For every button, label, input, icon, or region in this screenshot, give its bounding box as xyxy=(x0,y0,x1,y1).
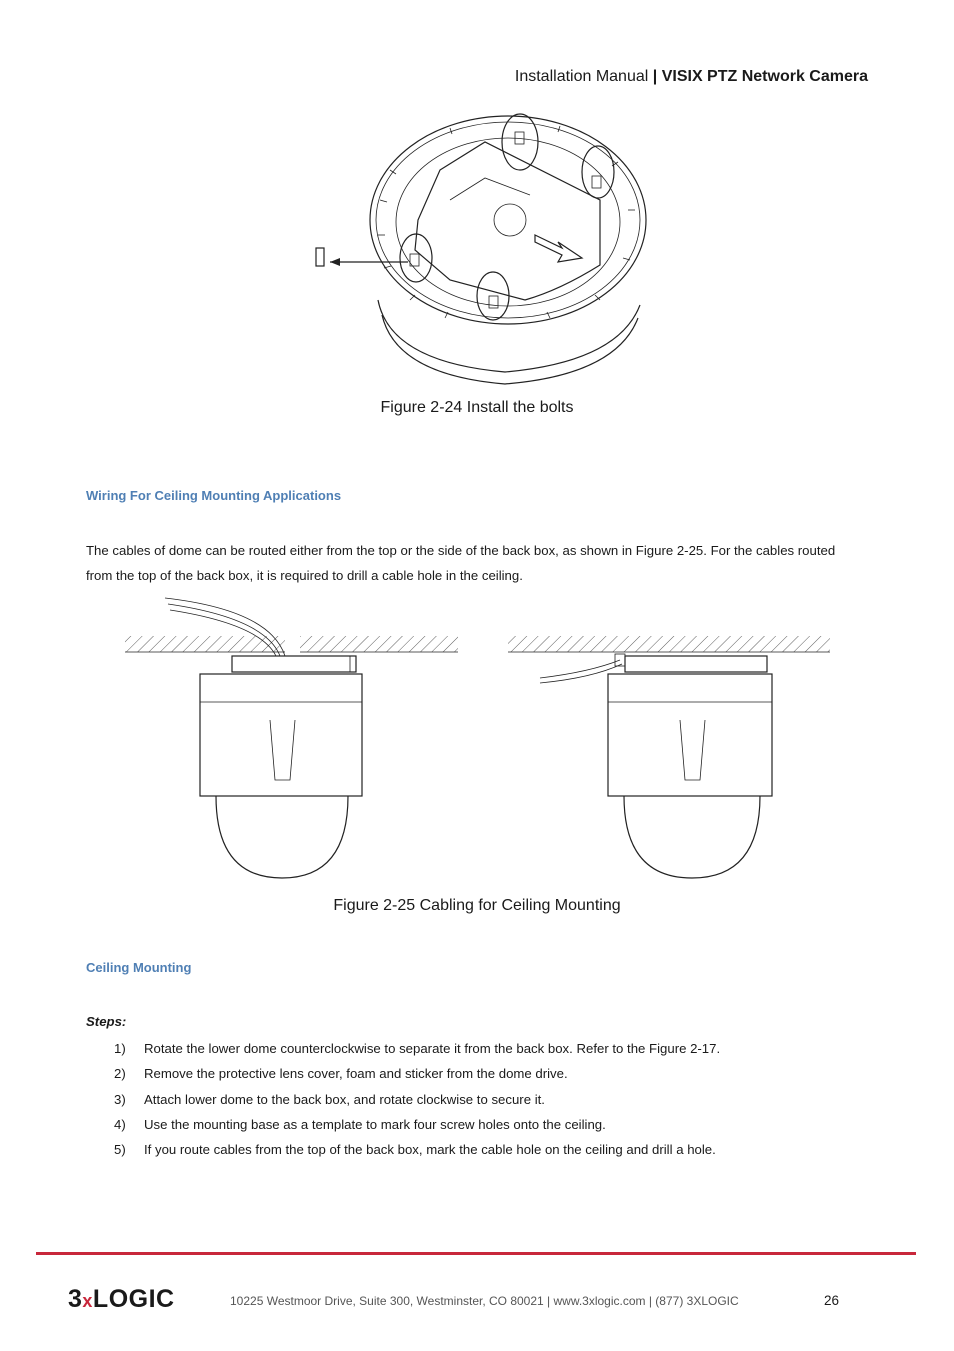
step-number: 4) xyxy=(114,1116,126,1132)
figure-2-24-caption: Figure 2-24 Install the bolts xyxy=(380,399,574,416)
step-number: 2) xyxy=(114,1066,126,1082)
section-title-ceiling-mounting: Ceiling Mounting xyxy=(86,960,192,975)
step-text: Use the mounting base as a template to mark four screw holes onto the ceiling. xyxy=(144,1116,606,1132)
steps-label: Steps: xyxy=(86,1014,127,1029)
step-text: Remove the protective lens cover, foam and sticker from the dome drive. xyxy=(144,1066,568,1082)
list-item xyxy=(114,1061,874,1086)
list-item xyxy=(114,1036,874,1061)
steps-list xyxy=(114,1036,874,1162)
page-header xyxy=(0,68,868,86)
page-number: 26 xyxy=(824,1293,840,1308)
step-number: 1) xyxy=(114,1041,126,1056)
step-number: 3) xyxy=(114,1091,126,1107)
figure-2-24-drawing xyxy=(300,100,660,390)
figure-2-25-drawing xyxy=(120,590,840,880)
step-text: Attach lower dome to the back box, and rotate clockwise to secure it. xyxy=(144,1091,545,1107)
list-item xyxy=(114,1112,874,1137)
header-separator: | xyxy=(652,68,658,85)
header-manual-label: Installation Manual xyxy=(514,68,649,85)
section-title-wiring: Wiring For Ceiling Mounting Applications xyxy=(86,488,342,503)
list-item xyxy=(114,1137,874,1162)
wiring-paragraph: The cables of dome can be routed either from the top or the side of the back box, as shown in Figure 2-25. For the cables routed from the top of the back box, it is required to drill a cable hole in the ceiling. xyxy=(86,543,836,583)
footer-address: 10225 Westmoor Drive, Suite 300, Westminster, CO 80021 | www.3xlogic.com | (877) 3XLOGIC xyxy=(230,1294,739,1308)
step-text: Rotate the lower dome counterclockwise to separate it from the back box. Refer to the Figure 2-17. xyxy=(144,1041,721,1056)
figure-2-25-caption: Figure 2-25 Cabling for Ceiling Mounting xyxy=(333,897,621,914)
step-number: 5) xyxy=(114,1142,126,1158)
footer-divider xyxy=(36,1252,916,1255)
list-item xyxy=(114,1087,874,1112)
step-text: If you route cables from the top of the back box, mark the cable hole on the ceiling and drill a hole. xyxy=(144,1142,716,1158)
header-product-name: VISIX PTZ Network Camera xyxy=(661,68,868,85)
company-logo: 3xLOGIC xyxy=(68,1285,175,1313)
